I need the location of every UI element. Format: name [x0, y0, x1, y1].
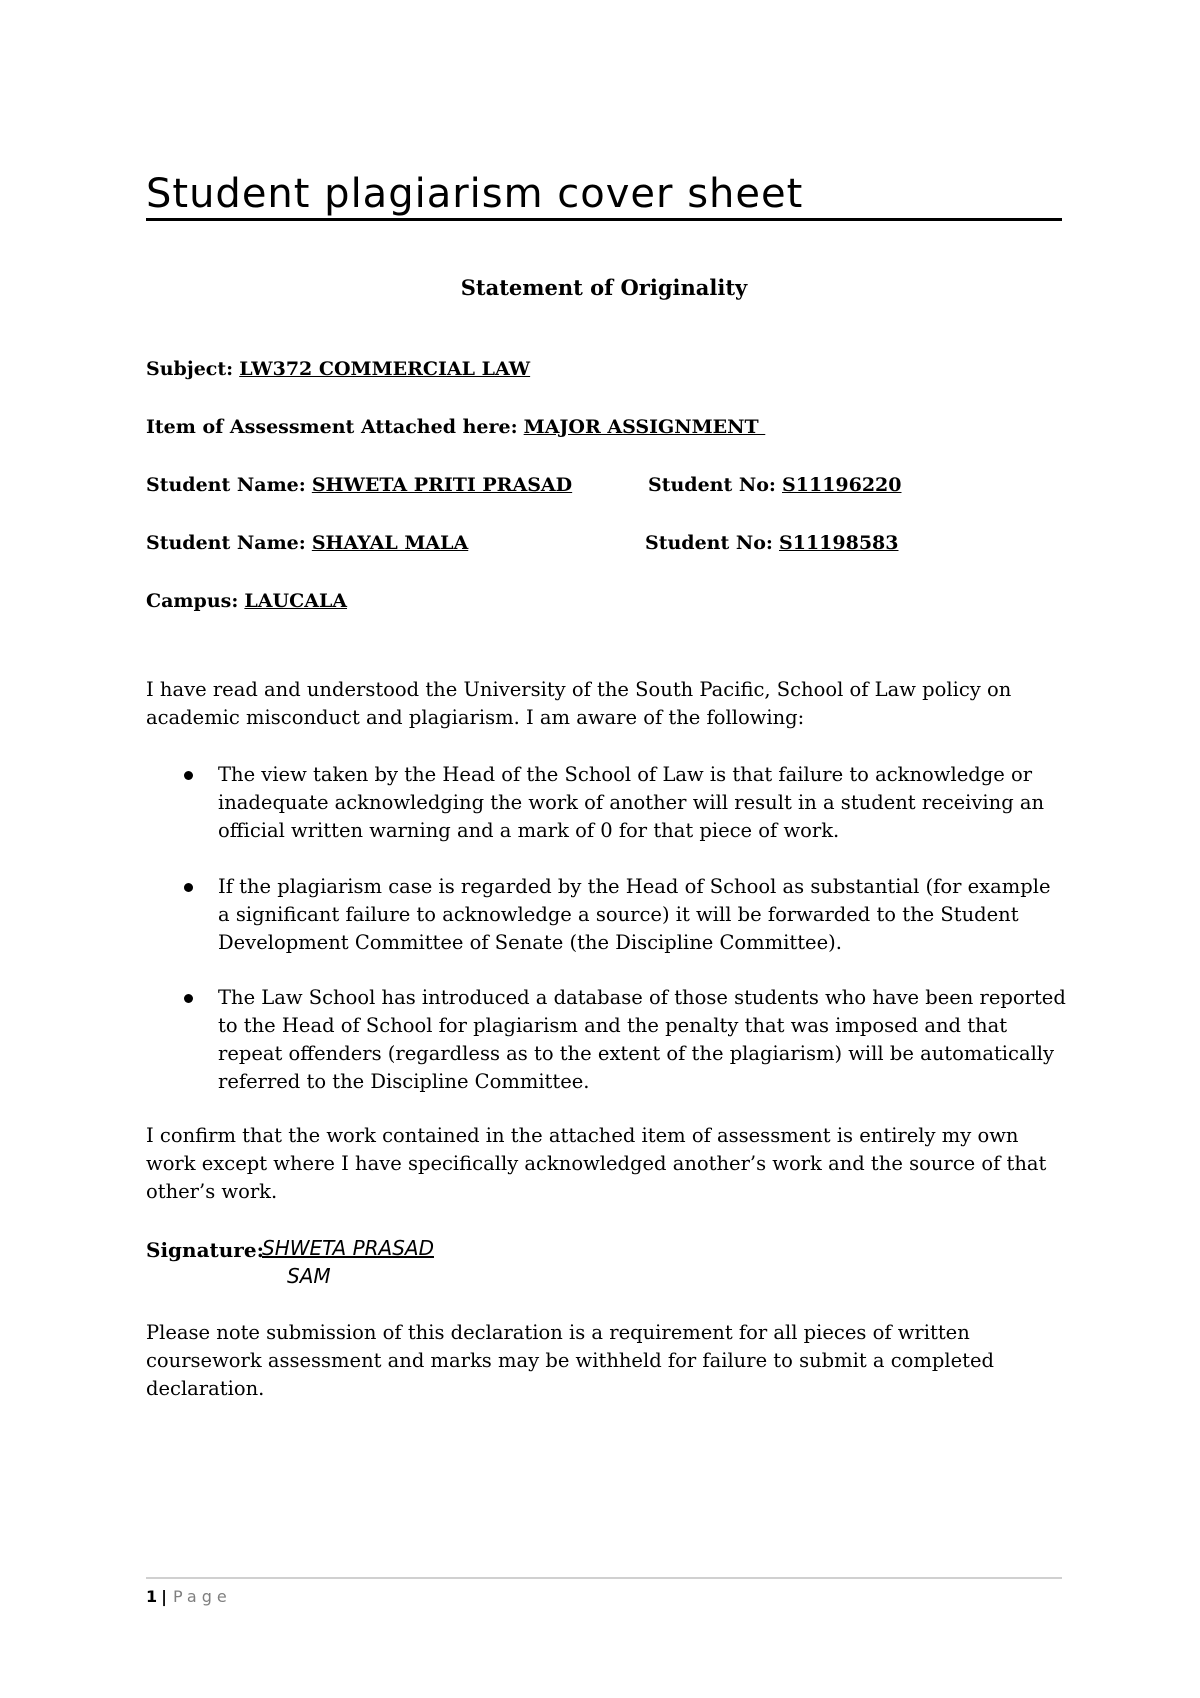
student-no-field-1	[648, 472, 901, 498]
submission-note: Please note submission of this declaration is a requirement for all pieces of written coursework assessment and marks may be withheld for failure to submit a completed declaration.	[146, 1321, 994, 1400]
footer-separator: |	[161, 1587, 167, 1606]
signature-label: Signature:	[146, 1238, 264, 1262]
subject-label: Subject:	[146, 358, 234, 380]
signature-name-2: SAM	[287, 1264, 331, 1288]
list-item	[146, 761, 1062, 845]
bullet-text: The view taken by the Head of the School of Law is that failure to acknowledge or inadequate acknowledging the work of another will result in a student receiving an official written warning and a mark of 0 for that piece of work.	[218, 763, 1045, 842]
campus-label: Campus:	[146, 590, 239, 612]
list-item	[146, 873, 1062, 957]
student-name-value: SHWETA PRITI PRASAD	[311, 474, 573, 496]
student-no-label: Student No:	[645, 532, 773, 554]
signature-name-1: SHWETA PRASAD	[262, 1236, 434, 1260]
assessment-value: MAJOR ASSIGNMENT	[523, 416, 766, 438]
page-number: 1	[146, 1587, 158, 1606]
student-no-value: S11196220	[782, 474, 902, 496]
confirmation-paragraph: I confirm that the work contained in the attached item of assessment is entirely my own work except where I have specifically acknowledged another’s work and the source of that other’s work.	[146, 1124, 1047, 1203]
assessment-field	[146, 414, 765, 440]
student-name-label: Student Name:	[146, 532, 306, 554]
section-title: Statement of Originality	[460, 275, 748, 300]
list-item	[146, 984, 1066, 1096]
campus-field	[146, 588, 347, 614]
student-name-value: SHAYAL MALA	[311, 532, 469, 554]
page-footer	[146, 1585, 232, 1609]
student-name-field-2	[146, 530, 468, 556]
student-no-field-2	[645, 530, 898, 556]
page-label: Page	[172, 1587, 232, 1606]
student-name-field-1	[146, 472, 572, 498]
bullet-text: If the plagiarism case is regarded by the Head of School as substantial (for example a significant failure to acknowledge a source) it will be forwarded to the Student Development Committee of Senate (the Discipline Committee).	[218, 875, 1051, 954]
document-title: Student plagiarism cover sheet	[146, 171, 804, 217]
assessment-label: Item of Assessment Attached here:	[146, 416, 518, 438]
subject-field	[146, 356, 530, 382]
student-no-value: S11198583	[779, 532, 899, 554]
title-underline	[146, 218, 1062, 221]
intro-paragraph: I have read and understood the University of the South Pacific, School of Law policy on academic misconduct and plagiarism. I am aware of the following:	[146, 678, 1012, 729]
campus-value: LAUCALA	[244, 590, 348, 612]
bullet-icon	[184, 994, 193, 1003]
bullet-text: The Law School has introduced a database of those students who have been reported to the Head of School for plagiarism and the penalty that was imposed and that repeat offenders (regardless as to the extent of the plagiarism) will be automatically referred to the Discipline Committee.	[218, 986, 1066, 1093]
footer-rule	[146, 1577, 1062, 1579]
bullet-icon	[184, 771, 193, 780]
bullet-icon	[184, 883, 193, 892]
student-no-label: Student No:	[648, 474, 776, 496]
student-name-label: Student Name:	[146, 474, 306, 496]
subject-value: LW372 COMMERCIAL LAW	[239, 358, 531, 380]
